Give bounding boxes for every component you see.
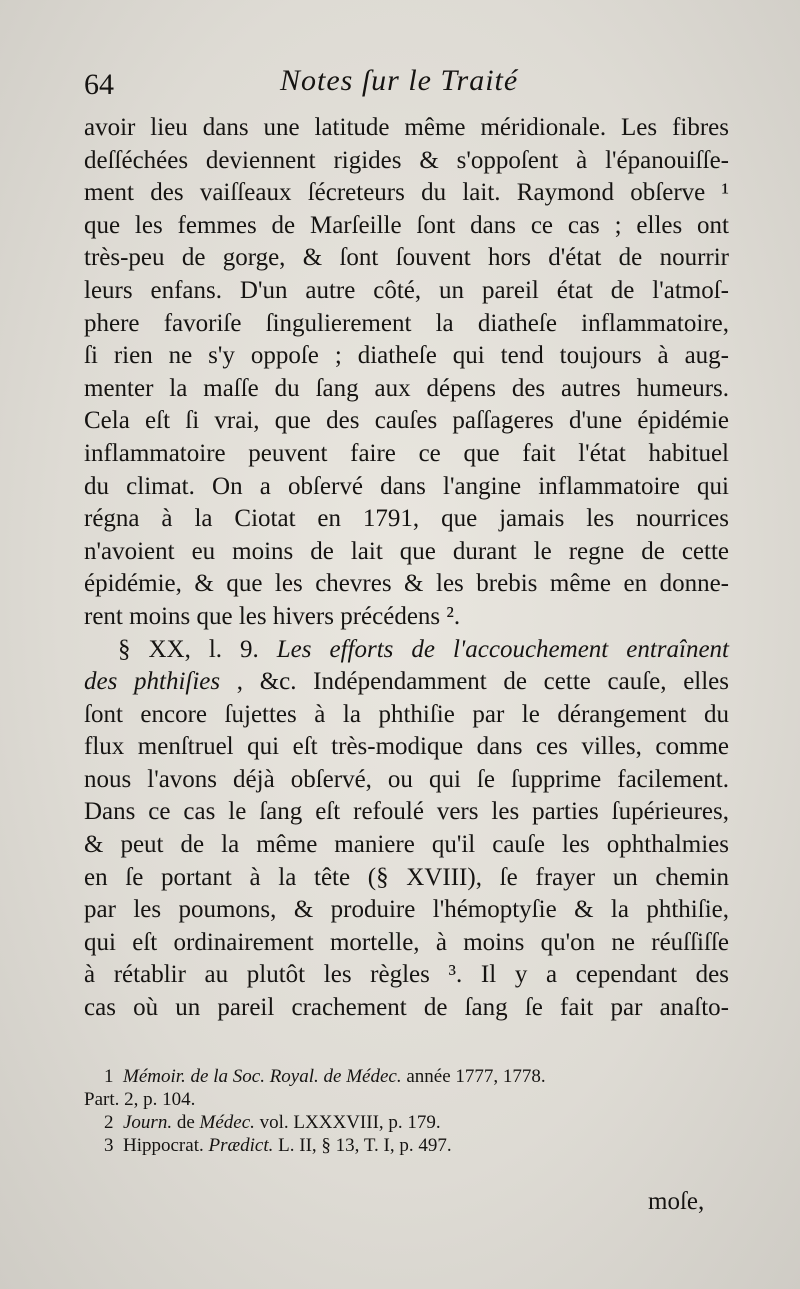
text-line: par les poumons, & produire l'hémoptyſie & la phthiſie, <box>84 896 729 924</box>
footnote-number: 2 <box>104 1112 114 1133</box>
text-line: deſſéchées deviennent rigides & s'oppoſent à l'épanouiſſe- <box>84 146 729 174</box>
text-line: du climat. On a obſervé dans l'angine inflammatoire qui <box>84 472 729 500</box>
footnote-1 <box>104 1065 734 1088</box>
footnote-detail: année 1777, 1778. <box>406 1066 546 1087</box>
text-line: en ſe portant à la tête (§ XVIII), ſe frayer un chemin <box>84 863 729 891</box>
footnote-citation: Journ. <box>123 1112 173 1133</box>
text-line: flux menſtruel qui eſt très-modique dans ces villes, comme <box>84 733 729 761</box>
text-line: cas où un pareil crachement de ſang ſe fait par anaſto- <box>84 994 729 1022</box>
text-line: à rétablir au plutôt les règles ³. Il y a cependant des <box>84 961 729 989</box>
footnote-citation: Mémoir. de la Soc. Royal. de Médec. <box>123 1066 402 1087</box>
footnote-number: 1 <box>104 1066 114 1087</box>
footnote-detail: vol. LXXXVIII, p. 179. <box>259 1112 441 1133</box>
text-line: rent moins que les hivers précédens ². <box>84 602 461 630</box>
running-header <box>84 62 734 106</box>
text-line: & peut de la même maniere qu'il cauſe les ophthalmies <box>84 831 729 859</box>
footnote-citation: Prædict. <box>208 1135 274 1156</box>
footnote-word: de <box>176 1112 195 1133</box>
footnote-citation: Médec. <box>199 1112 255 1133</box>
text-line: régna à la Ciotat en 1791, que jamais les nourrices <box>84 505 729 533</box>
text-line: leurs enfans. D'un autre côté, un pareil état de l'atmoſ- <box>84 276 729 304</box>
section-heading-line <box>84 634 729 667</box>
text-line: phere favoriſe ſingulierement la diatheſe inflammatoire, <box>84 309 729 337</box>
footnote-1-continuation: Part. 2, p. 104. <box>84 1089 196 1110</box>
text-line: avoir lieu dans une latitude même méridionale. Les fibres <box>84 114 729 141</box>
footnote-number: 3 <box>104 1135 114 1156</box>
running-title: Notes ſur le Traité <box>280 64 519 97</box>
text-line: nous l'avons déjà obſervé, ou qui ſe ſupprime facilement. <box>84 765 729 793</box>
text-line: inflammatoire peuvent faire ce que fait l'état habituel <box>84 439 729 467</box>
text-line: que les femmes de Marſeille ſont dans ce cas ; elles ont <box>84 211 729 239</box>
text-line: n'avoient eu moins de lait que durant le regne de cette <box>84 537 729 565</box>
footnote-author: Hippocrat. <box>123 1135 204 1156</box>
footnotes <box>84 1065 734 1157</box>
footnote-2 <box>104 1111 734 1134</box>
text-line: très-peu de gorge, & ſont ſouvent hors d'état de nourrir <box>84 244 729 272</box>
section-quote-line <box>84 666 729 699</box>
text-line: Cela eſt ſi vrai, que des cauſes paſſageres d'une épidémie <box>84 407 729 435</box>
footnote-detail: L. II, § 13, T. I, p. 497. <box>278 1135 452 1156</box>
main-text <box>84 112 729 1025</box>
text-line: menter la maſſe du ſang aux dépens des autres humeurs. <box>84 374 729 402</box>
text-line: ment des vaiſſeaux ſécreteurs du lait. Raymond obſerve ¹ <box>84 179 729 207</box>
page-number: 64 <box>84 68 114 101</box>
text-line: qui eſt ordinairement mortelle, à moins qu'on ne réuſſiſſe <box>84 928 729 956</box>
text-line: Dans ce cas le ſang eſt refoulé vers les parties ſupérieures, <box>84 798 729 826</box>
catchword: moſe, <box>648 1188 705 1215</box>
section-ref: § XX, l. 9. <box>118 635 259 663</box>
footnote-3 <box>104 1134 734 1157</box>
section-quote-1: Les efforts de l'accouchement entraînent <box>276 635 729 663</box>
text-line: ſont encore ſujettes à la phthiſie par le dérangement du <box>84 700 729 728</box>
section-after-quote: , &c. Indépendamment de cette cauſe, elles <box>236 668 730 696</box>
text-line: épidémie, & que les chevres & les brebis même en donne- <box>84 570 729 598</box>
text-line: ſi rien ne s'y oppoſe ; diatheſe qui tend toujours à aug- <box>84 342 729 370</box>
section-quote-2: des phthiſies <box>84 668 221 696</box>
